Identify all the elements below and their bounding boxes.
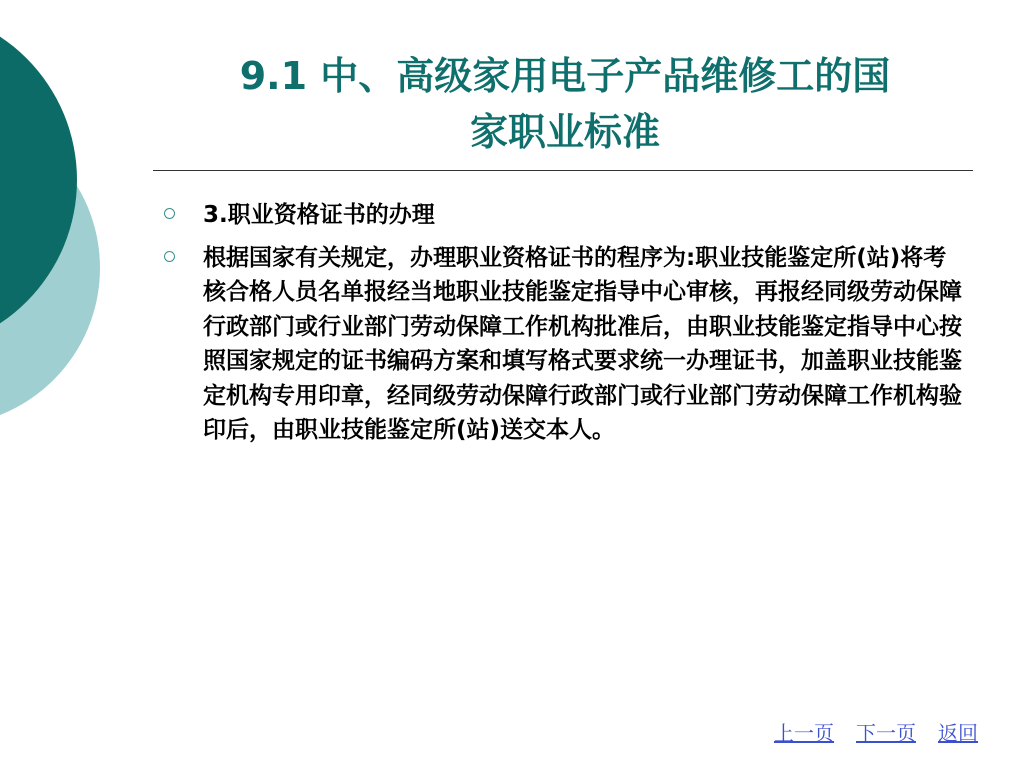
title-divider bbox=[153, 170, 973, 171]
bullet-list bbox=[160, 198, 965, 456]
next-page-link[interactable]: 下一页 bbox=[856, 721, 916, 745]
bullet-item bbox=[160, 198, 965, 233]
decorative-circles bbox=[0, 0, 110, 420]
circle-bullet-icon bbox=[164, 208, 175, 219]
back-link[interactable]: 返回 bbox=[938, 721, 978, 745]
bullet-text: 根据国家有关规定，办理职业资格证书的程序为:职业技能鉴定所(站)将考核合格人员名单报经当地职业技能鉴定指导中心审核，再报经同级劳动保障行政部门或行业部门劳动保障工作机构批准后，由职业技能鉴定指导中心按照国家规定的证书编码方案和填写格式要求统一办理证书，加盖职业技能鉴定机构专用印章，经同级劳动保障行政部门或行业部门劳动保障工作机构验印后，由职业技能鉴定所(站)送交本人。 bbox=[203, 244, 962, 443]
bullet-item bbox=[160, 241, 965, 448]
slide-navigation bbox=[774, 717, 978, 746]
circle-bullet-icon bbox=[164, 251, 175, 262]
slide-title: 9.1 中、高级家用电子产品维修工的国 家职业标准 bbox=[239, 54, 891, 154]
prev-page-link[interactable]: 上一页 bbox=[774, 721, 834, 745]
bullet-text: 3.职业资格证书的办理 bbox=[203, 202, 435, 228]
